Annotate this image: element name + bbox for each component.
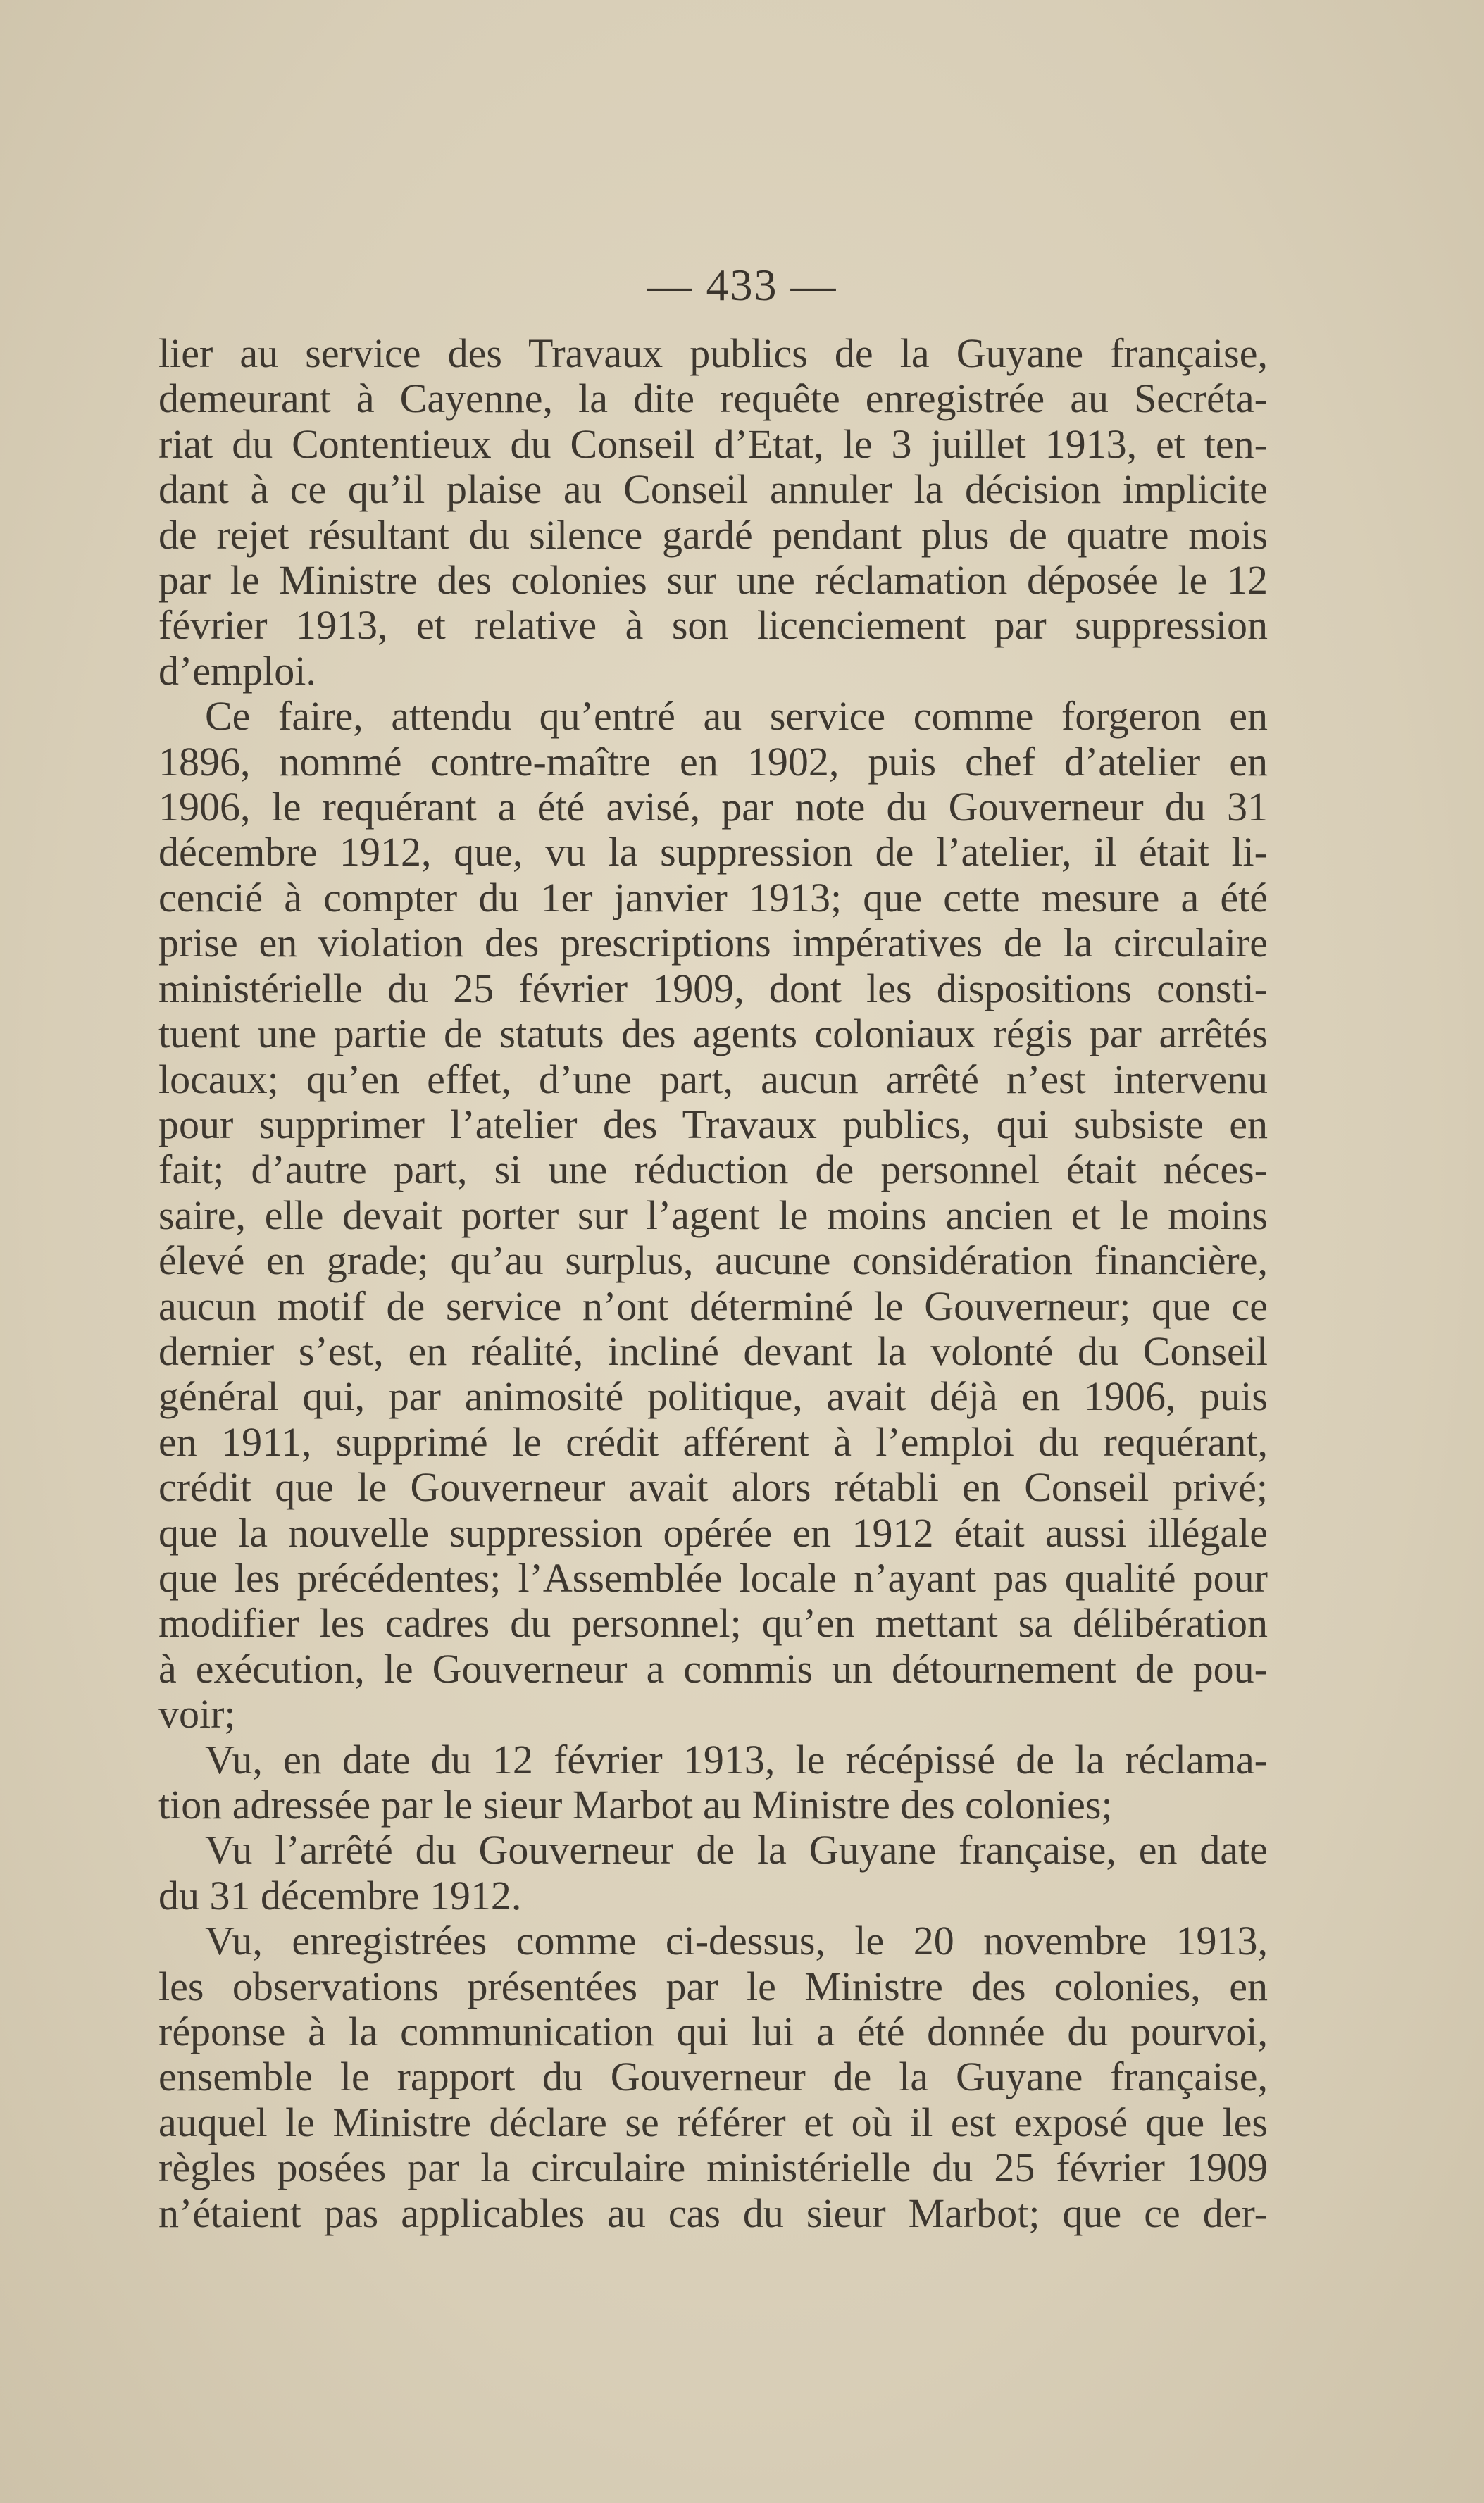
- text-line: saire, elle devait porter sur l’agent le moins ancien et le moins: [158, 1192, 1268, 1238]
- text-line: règles posées par la circulaire ministérielle du 25 février 1909: [158, 2145, 1268, 2191]
- text-line: décembre 1912, que, vu la suppression de l’atelier, il était li-: [158, 829, 1268, 875]
- text-line: modifier les cadres du personnel; qu’en mettant sa délibération: [158, 1600, 1268, 1647]
- text-line: que la nouvelle suppression opérée en 1912 était aussi illégale: [158, 1509, 1268, 1556]
- text-line: dant à ce qu’il plaise au Conseil annuler la décision implicite: [158, 466, 1268, 513]
- text-line: locaux; qu’en effet, d’une part, aucun arrêté n’est intervenu: [158, 1056, 1268, 1102]
- text-line: par le Ministre des colonies sur une réclamation déposée le 12: [158, 557, 1268, 604]
- text-line: fait; d’autre part, si une réduction de personnel était néces-: [158, 1147, 1268, 1193]
- text-line: auquel le Ministre déclare se référer et où il est exposé que les: [158, 2099, 1268, 2145]
- text-line: dernier s’est, en réalité, incliné devant la volonté du Conseil: [158, 1328, 1268, 1374]
- text-line: 1906, le requérant a été avisé, par note du Gouverneur du 31: [158, 784, 1268, 830]
- text-line: élevé en grade; qu’au surplus, aucune considération financière,: [158, 1237, 1268, 1284]
- text-line: 1896, nommé contre-maître en 1902, puis chef d’atelier en: [158, 738, 1268, 785]
- text-line: aucun motif de service n’ont déterminé le Gouverneur; que ce: [158, 1282, 1268, 1329]
- text-line: cencié à compter du 1er janvier 1913; que cette mesure a été: [158, 874, 1268, 920]
- text-line: ministérielle du 25 février 1909, dont les dispositions consti-: [158, 965, 1268, 1011]
- text-line: réponse à la communication qui lui a été donnée du pourvoi,: [158, 2009, 1268, 2055]
- text-line: du 31 décembre 1912.: [158, 1872, 522, 1918]
- text-line: Ce faire, attendu qu’entré au service comme forgeron en: [205, 693, 1268, 739]
- text-line: demeurant à Cayenne, la dite requête enregistrée au Secréta-: [158, 375, 1268, 422]
- text-line: n’étaient pas applicables au cas du sieur Marbot; que ce der-: [158, 2190, 1268, 2236]
- text-line: riat du Contentieux du Conseil d’Etat, le 3 juillet 1913, et ten-: [158, 420, 1268, 467]
- text-line: d’emploi.: [158, 647, 316, 694]
- text-line: en 1911, supprimé le crédit afférent à l’emploi du requérant,: [158, 1418, 1268, 1465]
- text-line: à exécution, le Gouverneur a commis un détournement de pou-: [158, 1645, 1268, 1692]
- text-line: de rejet résultant du silence gardé pendant plus de quatre mois: [158, 511, 1268, 558]
- text-line: lier au service des Travaux publics de la Guyane française,: [158, 330, 1268, 376]
- text-line: tion adressée par le sieur Marbot au Ministre des colonies;: [158, 1782, 1113, 1828]
- text-line: Vu, en date du 12 février 1913, le récépissé de la réclama-: [205, 1736, 1268, 1783]
- text-line: général qui, par animosité politique, avait déjà en 1906, puis: [158, 1373, 1268, 1420]
- text-line: février 1913, et relative à son licenciement par suppression: [158, 602, 1268, 649]
- text-line: Vu l’arrêté du Gouverneur de la Guyane française, en date: [205, 1827, 1268, 1873]
- text-line: crédit que le Gouverneur avait alors rétabli en Conseil privé;: [158, 1464, 1268, 1511]
- text-line: ensemble le rapport du Gouverneur de la Guyane française,: [158, 2054, 1268, 2100]
- text-line: Vu, enregistrées comme ci-dessus, le 20 novembre 1913,: [205, 1918, 1268, 1964]
- body-text: [158, 331, 1268, 2236]
- text-line: prise en violation des prescriptions impératives de la circulaire: [158, 920, 1268, 966]
- text-line: que les précédentes; l’Assemblée locale n’ayant pas qualité pour: [158, 1554, 1268, 1601]
- text-line: voir;: [158, 1691, 236, 1737]
- text-line: tuent une partie de statuts des agents coloniaux régis par arrêtés: [158, 1011, 1268, 1057]
- page-number: — 433 —: [647, 260, 837, 310]
- text-line: pour supprimer l’atelier des Travaux publics, qui subsiste en: [158, 1101, 1268, 1147]
- text-line: les observations présentées par le Ministre des colonies, en: [158, 1963, 1268, 2009]
